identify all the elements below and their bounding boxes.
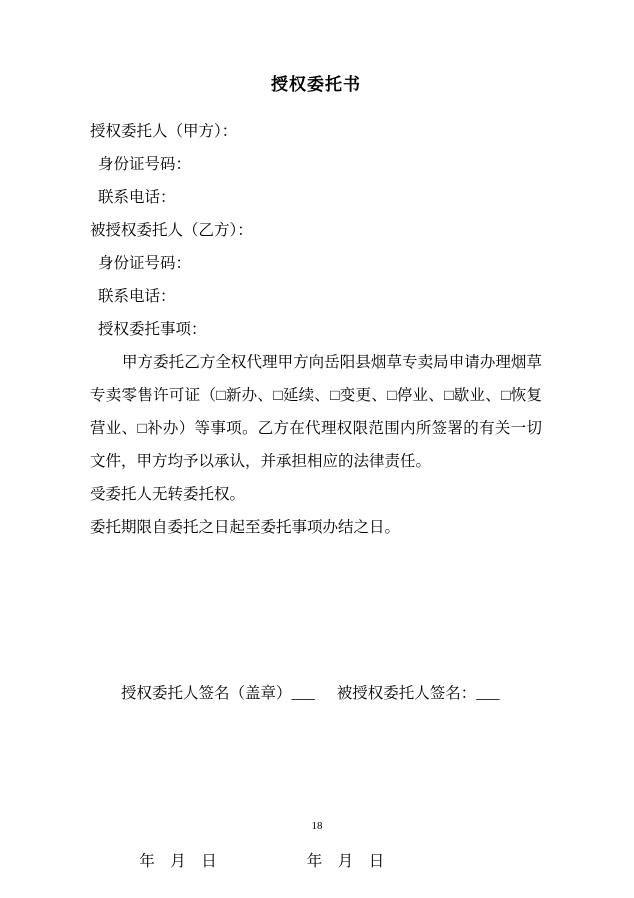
statement-term: 委托期限自委托之日起至委托事项办结之日。 [90, 519, 401, 536]
principal-date-line[interactable]: 年 月 日 [139, 853, 217, 870]
page-number: 18 [311, 820, 323, 832]
field-principal-name: 授权委托人（甲方）： [90, 123, 238, 140]
date-block [90, 831, 542, 889]
body-paragraph: 甲方委托乙方全权代理甲方向岳阳县烟草专卖局申请办理烟草专卖零售许可证（□新办、□延续、□变更、□停业、□歇业、□恢复营业、□补办）等事项。乙方在代理权限范围内所签署的有关一切文件，甲方均予以承认，并承担相应的法律责任。 [90, 354, 542, 470]
field-agent-id: 身份证号码： [98, 255, 192, 272]
field-principal-phone: 联系电话： [98, 189, 176, 206]
statement-no-subdelegation: 受委托人无转委托权。 [90, 486, 246, 503]
page-title: 授权委托书 [271, 75, 361, 94]
principal-signature-label[interactable]: 授权委托人签名（盖章）___ [121, 685, 315, 702]
field-agent-name: 被授权委托人（乙方）： [90, 222, 253, 239]
agent-date-line[interactable]: 年 月 日 [306, 853, 385, 870]
matters-heading: 授权委托事项： [98, 321, 207, 338]
field-agent-phone: 联系电话： [98, 288, 176, 305]
field-principal-id: 身份证号码： [98, 156, 192, 173]
signature-block [90, 578, 542, 809]
agent-signature-label[interactable]: 被授权委托人签名：___ [336, 685, 500, 702]
document-content [90, 70, 542, 889]
